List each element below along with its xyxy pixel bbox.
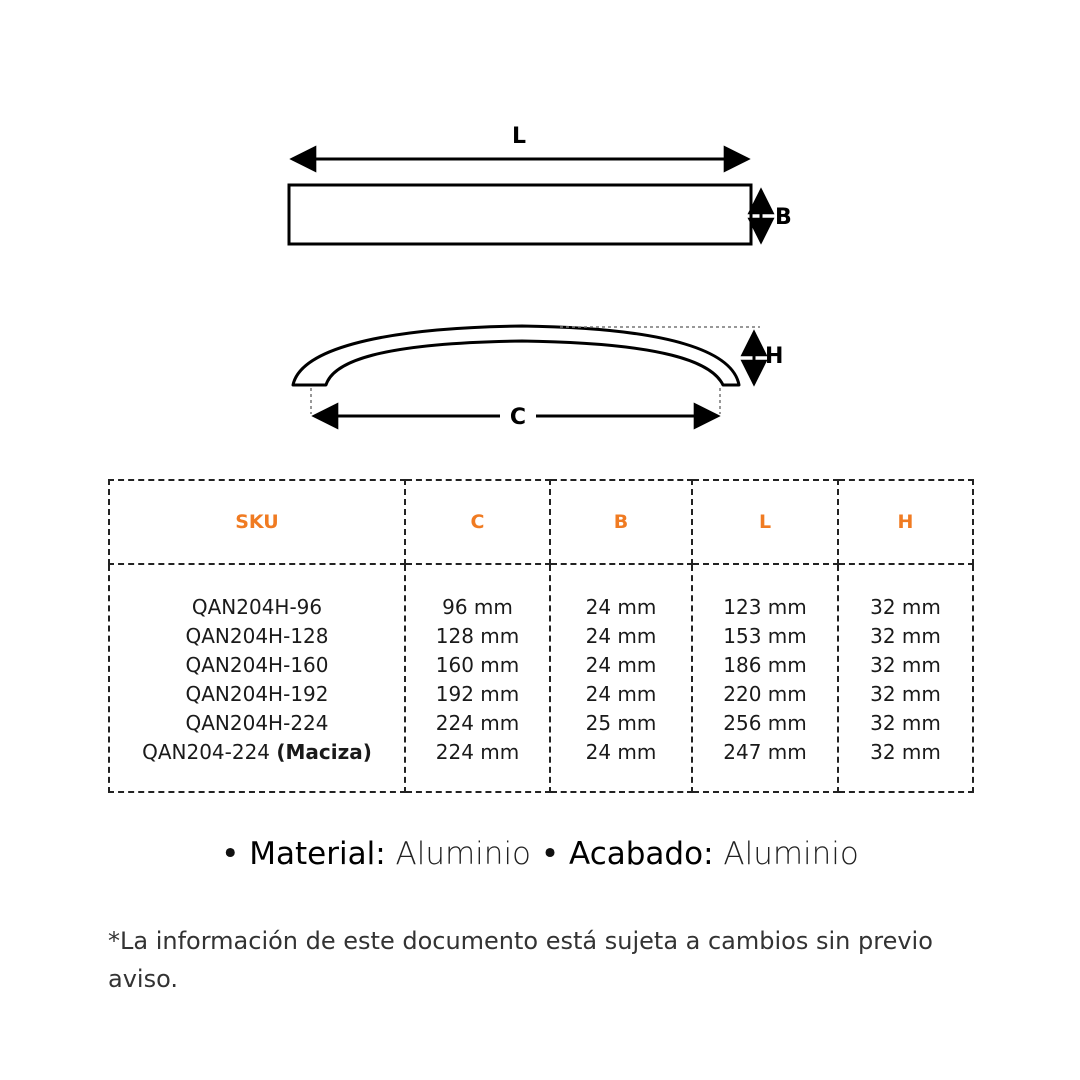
c-cell: 192 mm: [435, 682, 520, 706]
l-cell: 220 mm: [723, 682, 807, 706]
height-label: H: [765, 344, 784, 369]
h-cell: 32 mm: [870, 624, 941, 648]
header-sku: SKU: [109, 480, 405, 564]
c-cell: 128 mm: [435, 624, 520, 648]
header-l: L: [692, 480, 838, 564]
dimensions-table: [108, 479, 974, 793]
c-cell: 160 mm: [435, 653, 520, 677]
c-cell: 224 mm: [435, 740, 520, 764]
table-header-row: [109, 480, 973, 564]
l-cell: 247 mm: [723, 740, 807, 764]
bullet: •: [540, 836, 560, 872]
sku-cell: QAN204H-192: [185, 682, 329, 706]
header-h: H: [838, 480, 973, 564]
h-cell: 32 mm: [870, 711, 941, 735]
l-cell: 256 mm: [723, 711, 807, 735]
width-label: B: [775, 205, 792, 230]
header-c: C: [405, 480, 550, 564]
h-cell: 32 mm: [870, 682, 941, 706]
sku-cell: QAN204H-224: [185, 711, 329, 735]
sku-cell: QAN204H-128: [185, 624, 329, 648]
finish-key: Acabado:: [569, 836, 714, 872]
handle-side-view: [293, 326, 739, 385]
b-cell: 24 mm: [585, 740, 657, 764]
length-label: L: [511, 124, 527, 149]
b-cell: 25 mm: [585, 711, 657, 735]
b-cell: 24 mm: [585, 624, 657, 648]
c-cell: 224 mm: [435, 711, 520, 735]
sku-cell-maciza: [110, 738, 404, 767]
l-cell: 186 mm: [723, 653, 807, 677]
sku-cell: QAN204H-160: [185, 653, 329, 677]
l-cell: 153 mm: [723, 624, 807, 648]
handle-dimension-diagram: [0, 0, 1080, 470]
l-column: [692, 564, 838, 792]
b-cell: 24 mm: [585, 595, 657, 619]
material-finish-line: [0, 836, 1080, 872]
disclaimer-text: *La información de este documento está sujeta a cambios sin previo aviso.: [108, 927, 933, 993]
sku-note: (Maciza): [276, 740, 372, 764]
material-key: Material:: [249, 836, 386, 872]
b-column: [550, 564, 692, 792]
c-column: [405, 564, 550, 792]
sku-code: QAN204-224: [142, 740, 271, 764]
sku-cell: QAN204H-96: [191, 595, 323, 619]
center-label: C: [509, 405, 527, 430]
h-cell: 32 mm: [870, 595, 941, 619]
sku-column: [109, 564, 405, 792]
header-b: B: [550, 480, 692, 564]
table-body-row: [109, 564, 973, 792]
b-cell: 24 mm: [585, 682, 657, 706]
h-column: [838, 564, 973, 792]
material-value: Aluminio: [395, 836, 532, 872]
h-cell: 32 mm: [870, 653, 941, 677]
l-cell: 123 mm: [723, 595, 807, 619]
handle-top-view: [289, 185, 751, 244]
h-cell: 32 mm: [870, 740, 941, 764]
bullet: •: [221, 836, 240, 872]
b-cell: 24 mm: [585, 653, 657, 677]
c-cell: 96 mm: [442, 595, 513, 619]
finish-value: Aluminio: [723, 836, 859, 872]
